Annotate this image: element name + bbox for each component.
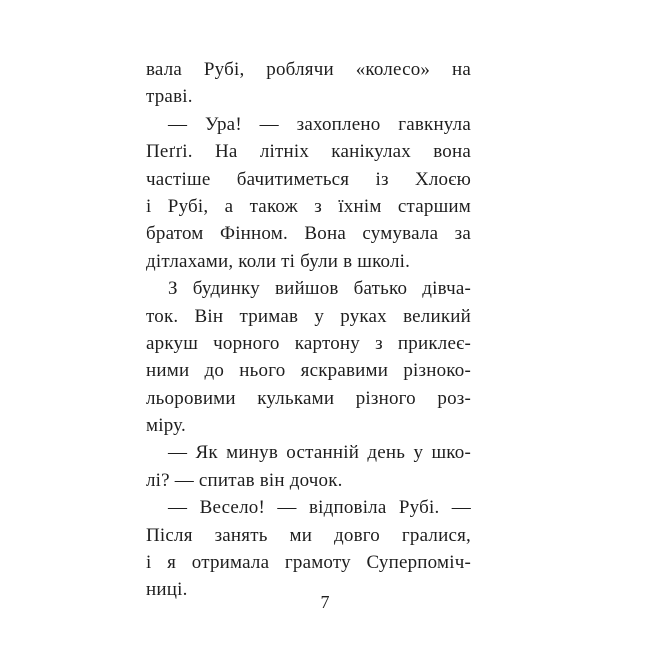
text-line: дітлахами, коли ті були в школі. (146, 250, 411, 272)
text-line: Пеґґі. На літніх канікулах вона (146, 141, 471, 163)
text-line: вала Рубі, роблячи «колесо» на (146, 59, 471, 80)
text-line: ток. Він тримав у руках великий (146, 305, 471, 327)
text-line: і я отримала грамоту Суперпоміч- (146, 552, 471, 574)
text-line: братом Фінном. Вона сумувала за (146, 223, 471, 245)
paragraph (146, 111, 471, 275)
paragraph (146, 494, 471, 604)
paragraph (146, 56, 471, 111)
text-line: і Рубі, а також з їхнім старшим (146, 195, 471, 217)
text-line: лі? — спитав він дочок. (146, 469, 343, 491)
text-line: аркуш чорного картону з приклеє- (146, 332, 471, 354)
text-line: частіше бачитиметься із Хлоєю (146, 168, 471, 190)
text-line: ними до нього яскравими різноко- (146, 360, 471, 382)
page-number: 7 (320, 592, 330, 612)
paragraph (146, 439, 471, 494)
text-line: міру. (146, 415, 186, 437)
paragraph (146, 275, 471, 439)
text-line: траві. (146, 86, 193, 108)
text-line: — Ура! — захоплено гавкнула (168, 113, 471, 135)
text-line: льоровими кульками різного роз- (146, 387, 471, 409)
text-line: З будинку вийшов батько дівча- (168, 278, 471, 300)
text-line: Після занять ми довго гралися, (146, 524, 471, 546)
text-line: ниці. (146, 579, 188, 601)
text-line: — Весело! — відповіла Рубі. — (168, 497, 471, 519)
text-line: — Як минув останній день у шко- (168, 442, 471, 464)
book-page-text (146, 56, 471, 604)
